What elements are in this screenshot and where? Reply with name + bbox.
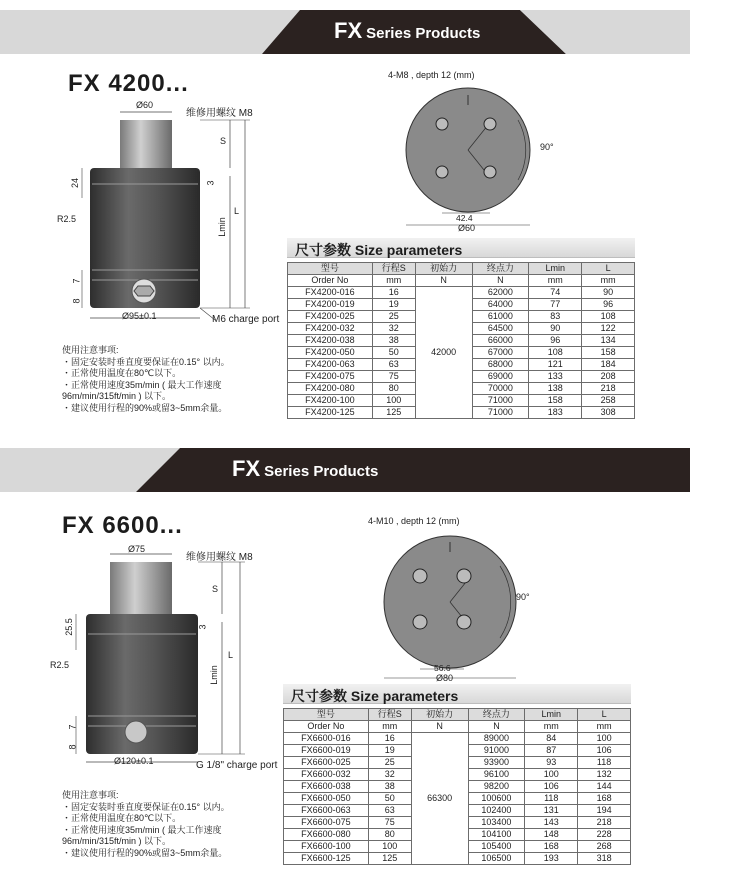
- end-force-cell: 103400: [468, 817, 525, 829]
- dim-24: 24: [70, 177, 81, 189]
- stroke-cell: 16: [368, 733, 411, 745]
- stroke-cell: 25: [368, 757, 411, 769]
- col-subheader: mm: [525, 721, 578, 733]
- size-params-table: [283, 708, 631, 865]
- order-no-cell: FX4200-063: [288, 359, 373, 371]
- size-params-title: 尺寸参数 Size parameters: [291, 688, 459, 704]
- l-cell: 228: [578, 829, 631, 841]
- stroke-cell: 125: [372, 407, 415, 419]
- end-force-cell: 71000: [472, 407, 529, 419]
- notes-line: ・建议使用行程的90%或留3~5mm余量。: [62, 402, 228, 413]
- usage-notes: [62, 345, 230, 414]
- end-force-cell: 89000: [468, 733, 525, 745]
- end-force-cell: 62000: [472, 287, 529, 299]
- stroke-cell: 125: [368, 853, 411, 865]
- stroke-cell: 80: [368, 829, 411, 841]
- stroke-cell: 50: [372, 347, 415, 359]
- l-cell: 122: [582, 323, 635, 335]
- lmin-cell: 108: [529, 347, 582, 359]
- order-no-cell: FX6600-025: [284, 757, 369, 769]
- order-no-cell: FX4200-025: [288, 311, 373, 323]
- order-no-cell: FX6600-100: [284, 841, 369, 853]
- order-no-cell: FX6600-038: [284, 781, 369, 793]
- order-no-cell: FX6600-050: [284, 793, 369, 805]
- dim-s: S: [220, 136, 227, 146]
- order-no-cell: FX4200-125: [288, 407, 373, 419]
- lmin-cell: 143: [525, 817, 578, 829]
- col-header: 初始力: [411, 709, 468, 721]
- cylinder-drawing: [40, 540, 300, 770]
- lmin-cell: 90: [529, 323, 582, 335]
- l-cell: 194: [578, 805, 631, 817]
- l-cell: 144: [578, 781, 631, 793]
- banner-title: [232, 456, 378, 482]
- order-no-cell: FX6600-075: [284, 817, 369, 829]
- banner-series: Series Products: [366, 25, 481, 42]
- table-header-row: [288, 263, 635, 275]
- dim-body-diameter: Ø120±0.1: [114, 756, 154, 766]
- lmin-cell: 158: [529, 395, 582, 407]
- table-subheader-row: [288, 275, 635, 287]
- end-force-cell: 105400: [468, 841, 525, 853]
- banner-title: [334, 18, 480, 44]
- end-force-cell: 61000: [472, 311, 529, 323]
- col-subheader: mm: [368, 721, 411, 733]
- l-cell: 106: [578, 745, 631, 757]
- l-cell: 132: [578, 769, 631, 781]
- top-view-drawing: [380, 526, 540, 686]
- notes-line: ・正常使用温度在80℃以下。: [62, 368, 182, 378]
- col-subheader: mm: [529, 275, 582, 287]
- l-cell: 90: [582, 287, 635, 299]
- banner-fx: FX: [232, 456, 261, 481]
- l-cell: 218: [578, 817, 631, 829]
- lmin-cell: 168: [525, 841, 578, 853]
- lmin-cell: 100: [525, 769, 578, 781]
- thread-label: 维修用螺纹 M8: [186, 552, 253, 563]
- lmin-cell: 87: [525, 745, 578, 757]
- stroke-cell: 75: [368, 817, 411, 829]
- stroke-cell: 19: [372, 299, 415, 311]
- top-diameter-label: Ø60: [458, 223, 476, 233]
- notes-title: 使用注意事项:: [62, 345, 119, 355]
- end-force-cell: 70000: [472, 383, 529, 395]
- l-cell: 134: [582, 335, 635, 347]
- col-subheader: Order No: [284, 721, 369, 733]
- notes-line: ・正常使用速度35m/min ( 最大工作速度: [62, 824, 222, 835]
- dim-7: 7: [71, 278, 82, 284]
- size-params-table: [287, 262, 635, 419]
- order-no-cell: FX6600-016: [284, 733, 369, 745]
- l-cell: 258: [582, 395, 635, 407]
- order-no-cell: FX4200-019: [288, 299, 373, 311]
- l-cell: 100: [578, 733, 631, 745]
- pitch-label: 56.6: [434, 663, 451, 673]
- charge-port-label: G 1/8" charge port: [196, 760, 278, 771]
- piston-rod: [110, 562, 172, 618]
- charge-port-label: M6 charge port: [212, 314, 280, 325]
- notes-line: ・正常使用速度35m/min ( 最大工作速度: [62, 379, 222, 390]
- holes-label: 4-M10 , depth 12 (mm): [368, 516, 460, 526]
- end-force-cell: 64000: [472, 299, 529, 311]
- angle-label: 90°: [540, 142, 554, 152]
- order-no-cell: FX4200-016: [288, 287, 373, 299]
- col-subheader: mm: [578, 721, 631, 733]
- stroke-cell: 80: [372, 383, 415, 395]
- end-force-cell: 100600: [468, 793, 525, 805]
- col-header: 初始力: [415, 263, 472, 275]
- usage-notes: [62, 790, 230, 859]
- order-no-cell: FX4200-080: [288, 383, 373, 395]
- col-header: L: [578, 709, 631, 721]
- notes-line: ・正常使用温度在80℃以下。: [62, 813, 182, 823]
- dim-l: L: [228, 650, 234, 660]
- l-cell: 308: [582, 407, 635, 419]
- banner-fx: FX: [334, 18, 363, 43]
- series-banner-2: [0, 448, 740, 492]
- stroke-cell: 50: [368, 793, 411, 805]
- col-header: Lmin: [525, 709, 578, 721]
- col-subheader: Order No: [288, 275, 373, 287]
- end-force-cell: 91000: [468, 745, 525, 757]
- notes-line: 96m/min/315ft/min ) 以下。: [62, 391, 172, 401]
- col-header: L: [582, 263, 635, 275]
- lmin-cell: 121: [529, 359, 582, 371]
- lmin-cell: 96: [529, 335, 582, 347]
- dim-radius: R2.5: [57, 214, 77, 224]
- col-subheader: N: [468, 721, 525, 733]
- stroke-cell: 32: [372, 323, 415, 335]
- stroke-cell: 100: [372, 395, 415, 407]
- lmin-cell: 133: [529, 371, 582, 383]
- dim-lmin: Lmin: [216, 217, 227, 237]
- col-subheader: mm: [582, 275, 635, 287]
- stroke-cell: 63: [368, 805, 411, 817]
- end-force-cell: 71000: [472, 395, 529, 407]
- lmin-cell: 193: [525, 853, 578, 865]
- stroke-cell: 38: [372, 335, 415, 347]
- col-subheader: N: [411, 721, 468, 733]
- dim-rod-diameter: Ø75: [128, 544, 146, 554]
- l-cell: 318: [578, 853, 631, 865]
- lmin-cell: 106: [525, 781, 578, 793]
- lmin-cell: 148: [525, 829, 578, 841]
- lmin-cell: 74: [529, 287, 582, 299]
- lmin-cell: 183: [529, 407, 582, 419]
- holes-label: 4-M8 , depth 12 (mm): [388, 70, 475, 80]
- lmin-cell: 118: [525, 793, 578, 805]
- initial-force-cell: 42000: [415, 287, 472, 419]
- l-cell: 158: [582, 347, 635, 359]
- thread-label: 维修用螺纹 M8: [186, 108, 253, 119]
- end-force-cell: 106500: [468, 853, 525, 865]
- size-params-title: 尺寸参数 Size parameters: [295, 242, 463, 258]
- lmin-cell: 83: [529, 311, 582, 323]
- stroke-cell: 32: [368, 769, 411, 781]
- col-subheader: mm: [372, 275, 415, 287]
- stroke-cell: 19: [368, 745, 411, 757]
- order-no-cell: FX4200-075: [288, 371, 373, 383]
- col-header: 终点力: [468, 709, 525, 721]
- order-no-cell: FX6600-063: [284, 805, 369, 817]
- lmin-cell: 84: [525, 733, 578, 745]
- order-no-cell: FX6600-019: [284, 745, 369, 757]
- order-no-cell: FX4200-032: [288, 323, 373, 335]
- top-view-drawing: [400, 80, 560, 235]
- notes-line: ・建议使用行程的90%或留3~5mm余量。: [62, 847, 228, 858]
- model-title: FX 4200...: [68, 70, 189, 97]
- size-params-header: [287, 238, 635, 258]
- notes-line: 96m/min/315ft/min ) 以下。: [62, 836, 172, 846]
- end-force-cell: 93900: [468, 757, 525, 769]
- top-diameter-label: Ø80: [436, 673, 454, 683]
- l-cell: 268: [578, 841, 631, 853]
- order-no-cell: FX6600-032: [284, 769, 369, 781]
- col-subheader: N: [415, 275, 472, 287]
- table-row: [288, 287, 635, 299]
- charge-port-circle: [125, 721, 147, 743]
- order-no-cell: FX4200-100: [288, 395, 373, 407]
- col-header: 行程S: [368, 709, 411, 721]
- lmin-cell: 131: [525, 805, 578, 817]
- notes-title: 使用注意事项:: [62, 790, 119, 800]
- end-force-cell: 104100: [468, 829, 525, 841]
- series-banner-1: [0, 10, 740, 54]
- col-header: 终点力: [472, 263, 529, 275]
- stroke-cell: 75: [372, 371, 415, 383]
- col-header: Lmin: [529, 263, 582, 275]
- table-subheader-row: [284, 721, 631, 733]
- l-cell: 168: [578, 793, 631, 805]
- col-header: 行程S: [372, 263, 415, 275]
- dim-3: 3: [205, 180, 216, 186]
- model-title: FX 6600...: [62, 512, 183, 539]
- l-cell: 218: [582, 383, 635, 395]
- end-force-cell: 98200: [468, 781, 525, 793]
- end-force-cell: 67000: [472, 347, 529, 359]
- stroke-cell: 16: [372, 287, 415, 299]
- table-header-row: [284, 709, 631, 721]
- initial-force-cell: 66300: [411, 733, 468, 865]
- angle-label: 90°: [516, 592, 530, 602]
- order-no-cell: FX6600-080: [284, 829, 369, 841]
- dim-rod-diameter: Ø60: [136, 100, 154, 110]
- col-header: 型号: [288, 263, 373, 275]
- l-cell: 108: [582, 311, 635, 323]
- l-cell: 208: [582, 371, 635, 383]
- l-cell: 184: [582, 359, 635, 371]
- end-force-cell: 68000: [472, 359, 529, 371]
- stroke-cell: 100: [368, 841, 411, 853]
- lmin-cell: 77: [529, 299, 582, 311]
- dim-8: 8: [71, 298, 82, 304]
- end-force-cell: 69000: [472, 371, 529, 383]
- dim-s: S: [212, 584, 219, 594]
- dim-25: 25.5: [63, 618, 74, 636]
- end-force-cell: 102400: [468, 805, 525, 817]
- stroke-cell: 25: [372, 311, 415, 323]
- col-subheader: N: [472, 275, 529, 287]
- order-no-cell: FX6600-125: [284, 853, 369, 865]
- dim-3: 3: [197, 624, 208, 630]
- dim-7: 7: [67, 724, 78, 730]
- dim-body-diameter: Ø95±0.1: [122, 311, 157, 321]
- dim-lmin: Lmin: [208, 665, 219, 685]
- l-cell: 118: [578, 757, 631, 769]
- stroke-cell: 38: [368, 781, 411, 793]
- lmin-cell: 138: [529, 383, 582, 395]
- size-params-header: [283, 684, 631, 704]
- col-header: 型号: [284, 709, 369, 721]
- notes-line: ・固定安装时垂直度要保证在0.15° 以内。: [62, 801, 230, 812]
- table-row: [284, 733, 631, 745]
- end-force-cell: 96100: [468, 769, 525, 781]
- end-force-cell: 64500: [472, 323, 529, 335]
- order-no-cell: FX4200-038: [288, 335, 373, 347]
- stroke-cell: 63: [372, 359, 415, 371]
- dim-radius: R2.5: [50, 660, 70, 670]
- lmin-cell: 93: [525, 757, 578, 769]
- dim-8: 8: [67, 744, 78, 750]
- order-no-cell: FX4200-050: [288, 347, 373, 359]
- dim-l: L: [234, 206, 240, 216]
- end-force-cell: 66000: [472, 335, 529, 347]
- banner-series: Series Products: [264, 463, 379, 480]
- l-cell: 96: [582, 299, 635, 311]
- piston-rod: [120, 120, 172, 170]
- notes-line: ・固定安装时垂直度要保证在0.15° 以内。: [62, 356, 230, 367]
- pitch-label: 42.4: [456, 213, 473, 223]
